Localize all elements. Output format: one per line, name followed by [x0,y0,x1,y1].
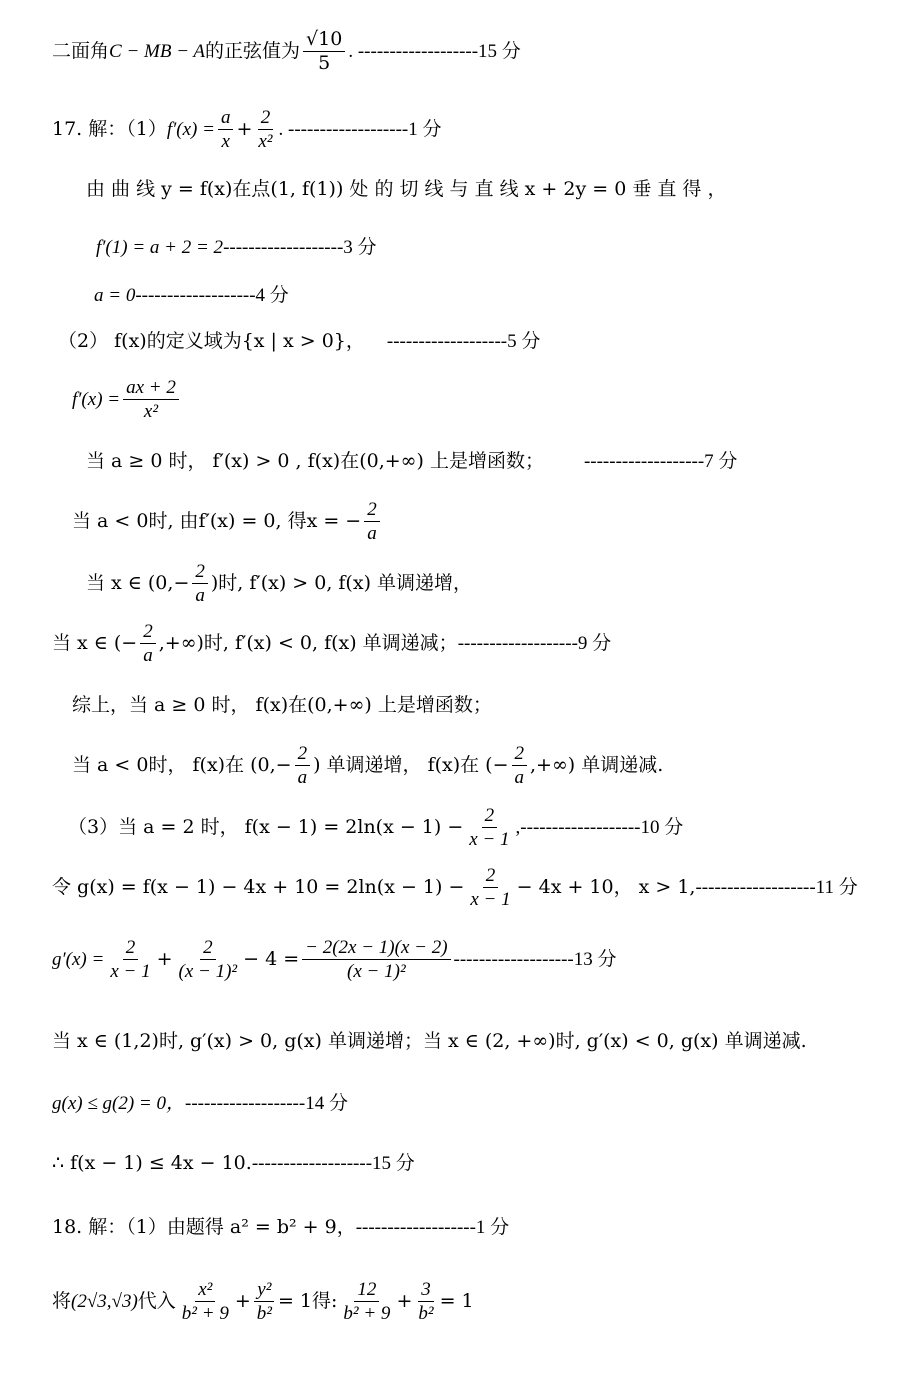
line-dihedral-sine: 二面角 C − MB − A 的正弦值为 $\frac{√10}{5}$ . -------------------15 分 [52,28,521,74]
line-summary-2: 当 a < 0时， f(x)在 (0,− $\frac{2}{a}$ ) 单调递增， f(x)在 (− $\frac{2}{a}$ ,+∞) 单调递减. [72,743,664,788]
fraction: $\frac{2}{x - 1}$ [469,805,510,850]
fraction: $\frac{a}{x}$ [218,108,234,151]
line-substitute-point: 将 (2√3,√3) 代入 $\frac{\text{x²}}{\text{b² + 9}}$ + $\frac{\text{y²}}{\text{b²}}$ = 1得: $\frac{12}{\text{b² + 9}}$ + $\frac{3}{\text{b²}}$ = 1 [52,1279,474,1324]
fraction: $\frac{12}{\text{b² + 9}}$ [343,1279,391,1324]
line-decreasing-interval: 当 x ∈ (− $\frac{2}{a}$ ,+∞)时, f′(x) < 0, f(x) 单调递减； -------------------9 分 [52,621,612,666]
fraction: $\frac{2}{a}$ [192,562,208,605]
fraction: $\frac{- 2(2x - 1)(x - 2)}{\text{(x − 1)²}}$ [302,938,450,981]
line-define-g: 令 g(x) = f(x − 1) − 4x + 10 = 2ln(x − 1) − $\frac{2}{x - 1}$ − 4x + 10， x > 1, -------------------11 分 [52,865,858,910]
fraction: $\frac{2}{\text{(x − 1)²}}$ [178,937,238,982]
fraction: $\frac{2}{x - 1}$ [470,865,511,910]
fraction: $\frac{2}{a}$ [295,744,311,787]
line-tangent-condition: 由 曲 线 y = f(x)在点(1, f(1)) 处 的 切 线 与 直 线 x + 2y = 0 垂 直 得 ， [86,178,727,200]
line-domain: （2） f(x)的定义域为{x | x > 0}， -------------------5 分 [58,330,541,352]
fraction: $\frac{√10}{5}$ [303,30,345,73]
fraction: $\frac{2}{\text{x²}}$ [258,107,273,152]
line-fprime-1: f′(1) = a + 2 = 2 -------------------3 分 [96,237,377,258]
line-conclusion: ∴ f(x − 1) ≤ 4x − 10. -------------------15 分 [52,1152,415,1174]
line-case-a-nonneg: 当 a ≥ 0 时， f′(x) > 0 , f(x)在(0,+∞) 上是增函数； -------------------7 分 [86,450,738,472]
fraction: $\frac{2}{a}$ [140,622,156,665]
line-a-zero: a = 0 -------------------4 分 [94,285,289,306]
fraction: $\frac{\text{y²}}{\text{b²}}$ [254,1280,275,1323]
line-fprime-general: f′(x) = $\frac{ax + 2}{\text{x²}}$ [72,378,182,421]
line-g-max: g(x) ≤ g(2) = 0， -------------------14 分 [52,1093,348,1114]
fraction: $\frac{2}{a}$ [364,500,380,543]
fraction: $\frac{2}{a}$ [512,744,528,787]
line-q17-part1: 17. 解：（1） f′(x) = $\frac{a}{x}$ + $\frac{2}{\text{x²}}$ . -------------------1 分 [52,107,442,152]
fraction: $\frac{ax + 2}{\text{x²}}$ [123,378,179,421]
fraction: $\frac{3}{\text{b²}}$ [418,1279,434,1324]
line-gprime: g′(x) = $\frac{2}{x - 1}$ + $\frac{2}{\text{(x − 1)²}}$ − 4 = $\frac{- 2(2x - 1)(x - 2)}{\text{(x − 1)²}}$ -------------------13 分 [52,937,617,982]
line-q18-part1: 18. 解：（1）由题得 a² = b² + 9， -------------------1 分 [52,1216,510,1238]
line-case-a-neg: 当 a < 0时, 由f′(x) = 0, 得x = − $\frac{2}{a}$ [72,500,383,543]
line-monotonic-g: 当 x ∈ (1,2)时, g′(x) > 0, g(x) 单调递增；当 x ∈ (2, +∞)时, g′(x) < 0, g(x) 单调递减. [52,1030,807,1052]
fraction: $\frac{\text{x²}}{\text{b² + 9}}$ [181,1279,229,1324]
line-increasing-interval: 当 x ∈ (0,− $\frac{2}{a}$ )时, f′(x) > 0, f(x) 单调递增， [86,561,473,606]
line-part3: （3）当 a = 2 时， f(x − 1) = 2ln(x − 1) − $\frac{2}{x - 1}$ ,-------------------10 分 [68,805,684,850]
fraction: $\frac{2}{x - 1}$ [110,937,151,982]
line-summary-1: 综上，当 a ≥ 0 时， f(x)在(0,+∞) 上是增函数； [72,694,492,716]
